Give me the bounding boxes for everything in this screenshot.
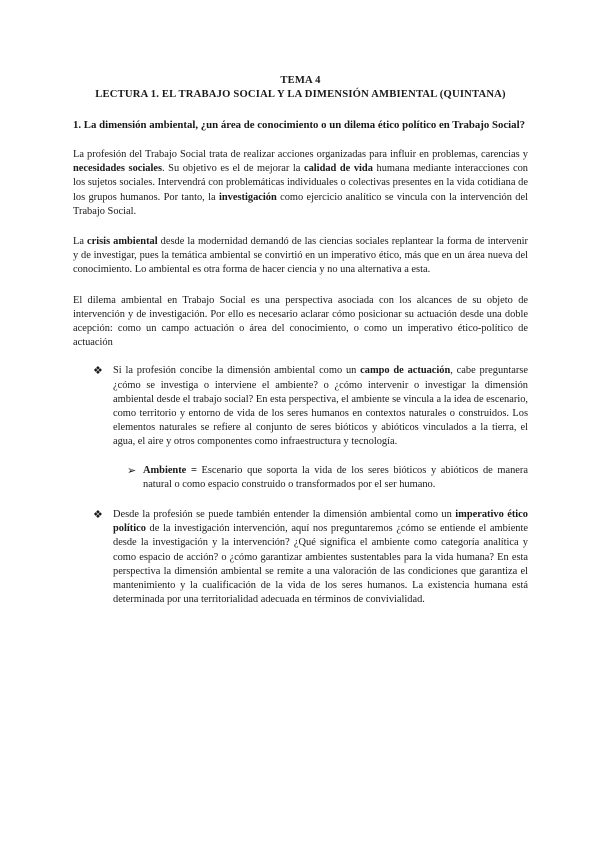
diamond-bullet-icon: ❖ [93, 365, 103, 378]
p1-text-e: como ejercicio analítico se vincula con la intervención del Trabajo Social. [73, 191, 528, 217]
topic-title: TEMA 4 [280, 75, 321, 86]
diamond-bullet-icon: ❖ [93, 509, 103, 522]
sub1-bold-ambiente: Ambiente = [143, 464, 197, 476]
bullet-campo-actuacion [73, 364, 528, 449]
sub1-text-a: Escenario que soporta la vida de los seres bióticos y abióticos de manera natural o como espacio construido o transformados por el ser humano. [143, 464, 528, 490]
bullet2-text-c: de la investigación intervención, aquí nos preguntaremos ¿cómo se entiende el ambiente desde la investigación y la intervención? ¿Qué significa el ambiente como categoría analítica y como espacio de acción? o ¿cómo garantizar ambientes sustentables para la vida humana? En esta perspectiva la dimensión ambiental se remite a una valoración de las condiciones que garantiza el mantenimiento y la cualificación de la vida de los seres humanos. La existencia humana está determinada por una territorialidad adecuada en términos de convivialidad. [113, 523, 528, 606]
p2-text-a: La [73, 236, 88, 248]
sub-bullet-ambiente [73, 464, 528, 492]
bullet2-bold-imperativo: imperativo ético político [113, 509, 528, 535]
bullet1-text-c: , cabe preguntarse ¿cómo se investiga o interviene el ambiente? o ¿cómo intervenir o investigar la dimensión ambiental desde el trabajo social? En esta perspectiva, el ambiente se vincula a la idea de escenario, como territorio y entorno de vida de los seres humanos en contextos naturales o construidos. Los elementos naturales se refiere al conjunto de seres bióticos y abióticos vinculados a la tierra, el agua, el aire y otros componentes como infraestructura y tecnología. [113, 365, 528, 448]
p1-text-a: La profesión del Trabajo Social trata de realizar acciones organizadas para influir en problemas, carencias y [73, 149, 528, 160]
bullet2-text-a: Desde la profesión se puede también entender la dimensión ambiental como un [113, 509, 456, 521]
bullet1-bold-campo: campo de actuación [360, 365, 451, 377]
bullet1-text-a: Si la profesión concibe la dimensión ambiental como un [113, 365, 361, 377]
p2-text-c: desde la modernidad demandó de las ciencias sociales replantear la forma de intervenir y de investigar, pues la temática ambiental se convirtió en un imperativo ético, más que en un área nueva del conocimiento. Lo ambiental es otra forma de hacer ciencia y no una alternativa a esta. [73, 236, 528, 276]
bullet-imperativo-etico [73, 508, 528, 607]
p1-bold-investigacion: investigación [219, 191, 277, 203]
p2-bold-crisis: crisis ambiental [87, 236, 158, 248]
reading-title: LECTURA 1. EL TRABAJO SOCIAL Y LA DIMENSIÓN AMBIENTAL (QUINTANA) [95, 89, 506, 100]
section-heading: 1. La dimensión ambiental, ¿un área de conocimiento o un dilema ético político en Trabajo Social? [73, 119, 525, 131]
paragraph-3: El dilema ambiental en Trabajo Social es una perspectiva asociada con los alcances de su objeto de intervención y de investigación. Por ello es necesario aclarar cómo posicionar su actuación desde una doble acepción: como un campo actuación o área del conocimiento, o como un imperativo ético-político de actuación [73, 294, 528, 349]
p1-bold-calidad: calidad de vida [303, 163, 373, 175]
arrow-bullet-icon: ➢ [127, 464, 137, 477]
p1-text-c: . Su objetivo es el de mejorar la [162, 163, 304, 175]
p1-text-d: humana mediante interacciones con los sujetos sociales. Intervendrá con problemáticas individuales o colectivas presentes en la vida cotidiana de los grupos humanos. Por tanto, la [73, 163, 528, 203]
paragraph-2 [73, 235, 528, 278]
p1-bold-necesidades: necesidades sociales [73, 163, 163, 175]
paragraph-1 [73, 148, 528, 219]
